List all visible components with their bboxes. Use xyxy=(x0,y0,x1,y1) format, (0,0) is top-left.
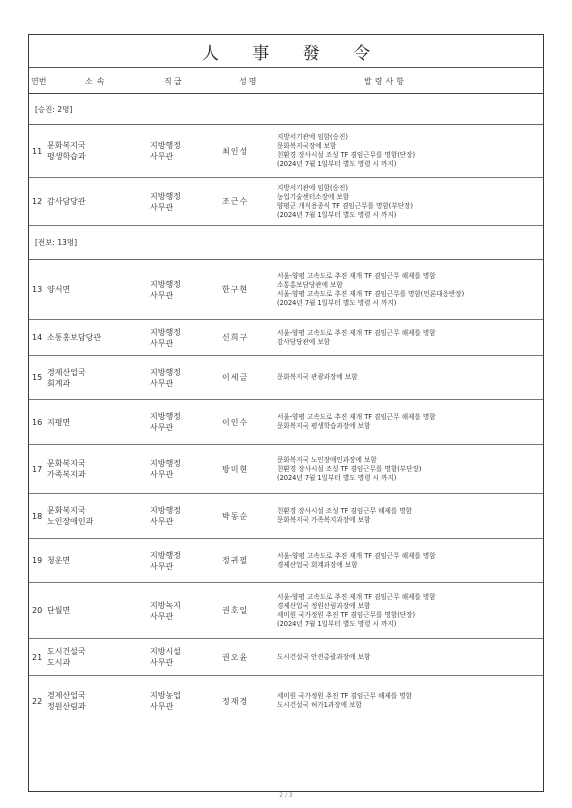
department-line: 문화복지국 xyxy=(47,459,86,468)
department-line: 양서면 xyxy=(47,285,71,294)
order-line: 감사담당관에 보함 xyxy=(277,337,331,346)
order-line: 서울-양평 고속도로 추진 재개 TF 겸임근무 해제를 명함 xyxy=(277,413,436,421)
table-row xyxy=(29,260,543,320)
order-line: (2024년 7월 1일부터 별도 명령 시 까지) xyxy=(277,210,397,219)
order-line: 서울-양평 고속도로 추진 재개 TF 겸임근무를 명함(언론대응반장) xyxy=(277,289,465,298)
table-row xyxy=(29,400,543,445)
rank-line: 지방행정 xyxy=(150,279,181,289)
rank-line: 지방행정 xyxy=(150,412,181,421)
row-department xyxy=(47,639,147,675)
row-name: 정귀필 xyxy=(222,556,249,565)
row-order xyxy=(277,639,541,675)
row-rank xyxy=(150,178,216,225)
header-dept: 소속 xyxy=(85,77,109,86)
department-line: 감사담당관 xyxy=(47,197,86,206)
row-rank xyxy=(150,676,216,726)
row-name: 정재경 xyxy=(222,696,249,706)
row-number: 22 xyxy=(32,696,43,706)
row-name: 신희구 xyxy=(222,333,249,342)
rank-line: 사무관 xyxy=(150,702,174,711)
order-line: (2024년 7월 1일부터 별도 명령 시 까지) xyxy=(277,160,397,168)
order-line: 문화복지국 평생학습과장에 보함 xyxy=(277,422,371,430)
rank-line: 사무관 xyxy=(150,152,174,161)
table-header xyxy=(29,68,543,94)
table-row xyxy=(29,676,543,726)
department-line: 회계과 xyxy=(47,378,71,388)
row-name: 박동순 xyxy=(222,511,249,521)
table-row xyxy=(29,356,543,400)
table-body xyxy=(29,94,543,726)
row-number: 17 xyxy=(32,464,43,474)
row-department xyxy=(47,539,147,582)
personnel-order-table xyxy=(28,34,544,792)
department-line: 단월면 xyxy=(47,606,71,615)
department-line: 경제산업국 xyxy=(47,691,86,700)
rank-line: 지방행정 xyxy=(150,550,181,560)
rank-line: 사무관 xyxy=(150,517,174,526)
row-department xyxy=(47,494,147,538)
row-order xyxy=(277,494,541,538)
rank-line: 사무관 xyxy=(150,561,174,571)
row-order xyxy=(277,539,541,582)
row-name: 권오윤 xyxy=(222,652,249,662)
header-no: 연번 xyxy=(31,77,47,86)
row-name: 한구현 xyxy=(222,285,249,294)
table-row xyxy=(29,494,543,539)
header-rank: 직급 xyxy=(164,77,184,86)
department-line: 소통홍보담당관 xyxy=(47,333,102,342)
department-line: 노인장애인과 xyxy=(47,517,94,526)
row-department xyxy=(47,178,147,225)
row-name: 이세금 xyxy=(222,373,249,382)
order-line: (2024년 7월 1일부터 별도 명령 시 까지) xyxy=(277,298,397,307)
row-number: 13 xyxy=(32,285,43,294)
row-order xyxy=(277,676,541,726)
row-order xyxy=(277,125,541,177)
section-label: [승진: 2명] xyxy=(29,94,543,125)
document-title-row xyxy=(29,35,543,68)
department-line: 평생학습과 xyxy=(47,152,86,161)
row-rank xyxy=(150,260,216,319)
rank-line: 지방녹지 xyxy=(150,600,181,610)
rank-line: 지방행정 xyxy=(150,327,181,337)
table-row xyxy=(29,125,543,178)
row-department xyxy=(47,400,147,444)
department-line: 지평면 xyxy=(47,417,71,427)
order-line: (2024년 7월 1일부터 별도 명령 시 까지) xyxy=(277,619,397,628)
order-line: 문화복지국 노인장애인과장에 보함 xyxy=(277,455,377,464)
department-line: 가족복지과 xyxy=(47,470,86,479)
row-department xyxy=(47,445,147,493)
row-name: 최인성 xyxy=(222,146,249,156)
department-line: 정원산림과 xyxy=(47,702,86,711)
row-rank xyxy=(150,583,216,638)
document-title: 人 事 發 令 xyxy=(201,43,385,64)
row-name: 이인수 xyxy=(222,417,249,427)
order-line: 서울-양평 고속도로 추진 재개 TF 겸임근무 해제를 명함 xyxy=(277,592,436,601)
order-line: 농업기술센터소장에 보함 xyxy=(277,192,350,201)
rank-line: 사무관 xyxy=(150,290,174,300)
row-number: 18 xyxy=(32,511,43,521)
rank-line: 지방행정 xyxy=(150,367,181,377)
department-line: 문화복지국 xyxy=(47,506,86,515)
row-department xyxy=(47,320,147,355)
order-line: 경제산업국 정원산림과장에 보함 xyxy=(277,601,371,610)
order-line: 도시건설국 허가1과장에 보함 xyxy=(277,701,362,709)
order-line: 소통홍보담당관에 보함 xyxy=(277,280,343,289)
order-line: 서울-양평 고속도로 추진 재개 TF 겸임근무 해제를 명함 xyxy=(277,551,436,560)
order-line: 지방서기관에 임함(승진) xyxy=(277,183,348,192)
row-number: 12 xyxy=(32,197,43,206)
department-line: 도시과 xyxy=(47,658,71,667)
rank-line: 지방행정 xyxy=(150,506,181,515)
row-number: 14 xyxy=(32,333,43,342)
row-rank xyxy=(150,356,216,399)
rank-line: 사무관 xyxy=(150,470,174,479)
order-line: 경제산업국 회계과장에 보함 xyxy=(277,560,358,569)
header-order: 발령사항 xyxy=(364,77,407,86)
rank-line: 지방농업 xyxy=(150,691,181,700)
row-number: 21 xyxy=(32,652,43,662)
row-number: 19 xyxy=(32,556,43,565)
row-rank xyxy=(150,320,216,355)
section-label: [전보: 13명] xyxy=(29,226,543,260)
row-order xyxy=(277,445,541,493)
page-number: 2 / 3 xyxy=(279,792,293,799)
rank-line: 지방행정 xyxy=(150,141,181,150)
order-line: 문화복지국 관광과장에 보함 xyxy=(277,373,358,381)
order-line: 친환경 장사시설 조성 TF 겸임근무를 명함(부단장) xyxy=(277,464,422,473)
order-line: 문화복지국장에 보함 xyxy=(277,142,337,150)
table-row xyxy=(29,539,543,583)
order-line: 지방서기관에 임함(승진) xyxy=(277,133,348,141)
department-line: 청운면 xyxy=(47,556,71,565)
order-line: 서울-양평 고속도로 추진 재개 TF 겸임근무 해제를 명함 xyxy=(277,271,436,280)
order-line: 세미원 국가정원 추진 TF 겸임근무 해제를 명함 xyxy=(277,692,413,700)
row-order xyxy=(277,583,541,638)
row-order xyxy=(277,400,541,444)
order-line: 친환경 장사시설 조성 TF 겸임근무를 명함(단장) xyxy=(277,151,416,159)
order-line: 친환경 장사시설 조성 TF 겸임근무 해제를 명함 xyxy=(277,507,413,515)
order-line: (2024년 7월 1일부터 별도 명령 시 까지) xyxy=(277,473,397,482)
row-name: 권호일 xyxy=(222,606,249,615)
row-number: 15 xyxy=(32,373,43,382)
rank-line: 사무관 xyxy=(150,423,174,432)
row-name: 방미현 xyxy=(222,464,249,474)
row-rank xyxy=(150,639,216,675)
rank-line: 사무관 xyxy=(150,658,174,667)
department-line: 문화복지국 xyxy=(47,141,86,150)
row-rank xyxy=(150,400,216,444)
order-line: 도시건설국 안전총괄과장에 보함 xyxy=(277,652,371,661)
row-department xyxy=(47,260,147,319)
row-rank xyxy=(150,125,216,177)
table-row xyxy=(29,445,543,494)
table-row xyxy=(29,320,543,356)
row-order xyxy=(277,260,541,319)
row-number: 16 xyxy=(32,417,43,427)
row-number: 20 xyxy=(32,606,43,615)
row-department xyxy=(47,356,147,399)
order-line: 세미원 국가정원 추진 TF 겸임근무를 명함(단장) xyxy=(277,610,416,619)
row-department xyxy=(47,125,147,177)
rank-line: 지방행정 xyxy=(150,191,181,201)
row-rank xyxy=(150,539,216,582)
rank-line: 사무관 xyxy=(150,611,174,621)
row-order xyxy=(277,356,541,399)
row-rank xyxy=(150,494,216,538)
order-line: 양평군 개식용종식 TF 겸임근무를 명함(부단장) xyxy=(277,201,414,210)
rank-line: 사무관 xyxy=(150,202,174,212)
rank-line: 사무관 xyxy=(150,338,174,348)
rank-line: 사무관 xyxy=(150,378,174,388)
row-department xyxy=(47,676,147,726)
row-department xyxy=(47,583,147,638)
rank-line: 지방시설 xyxy=(150,647,181,656)
table-row xyxy=(29,583,543,639)
rank-line: 지방행정 xyxy=(150,459,181,468)
department-line: 경제산업국 xyxy=(47,367,86,377)
table-row xyxy=(29,178,543,226)
row-order xyxy=(277,320,541,355)
row-rank xyxy=(150,445,216,493)
row-order xyxy=(277,178,541,225)
order-line: 문화복지국 가족복지과장에 보함 xyxy=(277,516,371,524)
header-name: 성명 xyxy=(239,77,259,86)
order-line: 서울-양평 고속도로 추진 재개 TF 겸임근무 해제를 명함 xyxy=(277,328,436,337)
row-name: 조근수 xyxy=(222,197,249,206)
department-line: 도시건설국 xyxy=(47,647,86,656)
table-row xyxy=(29,639,543,676)
row-number: 11 xyxy=(32,146,43,156)
